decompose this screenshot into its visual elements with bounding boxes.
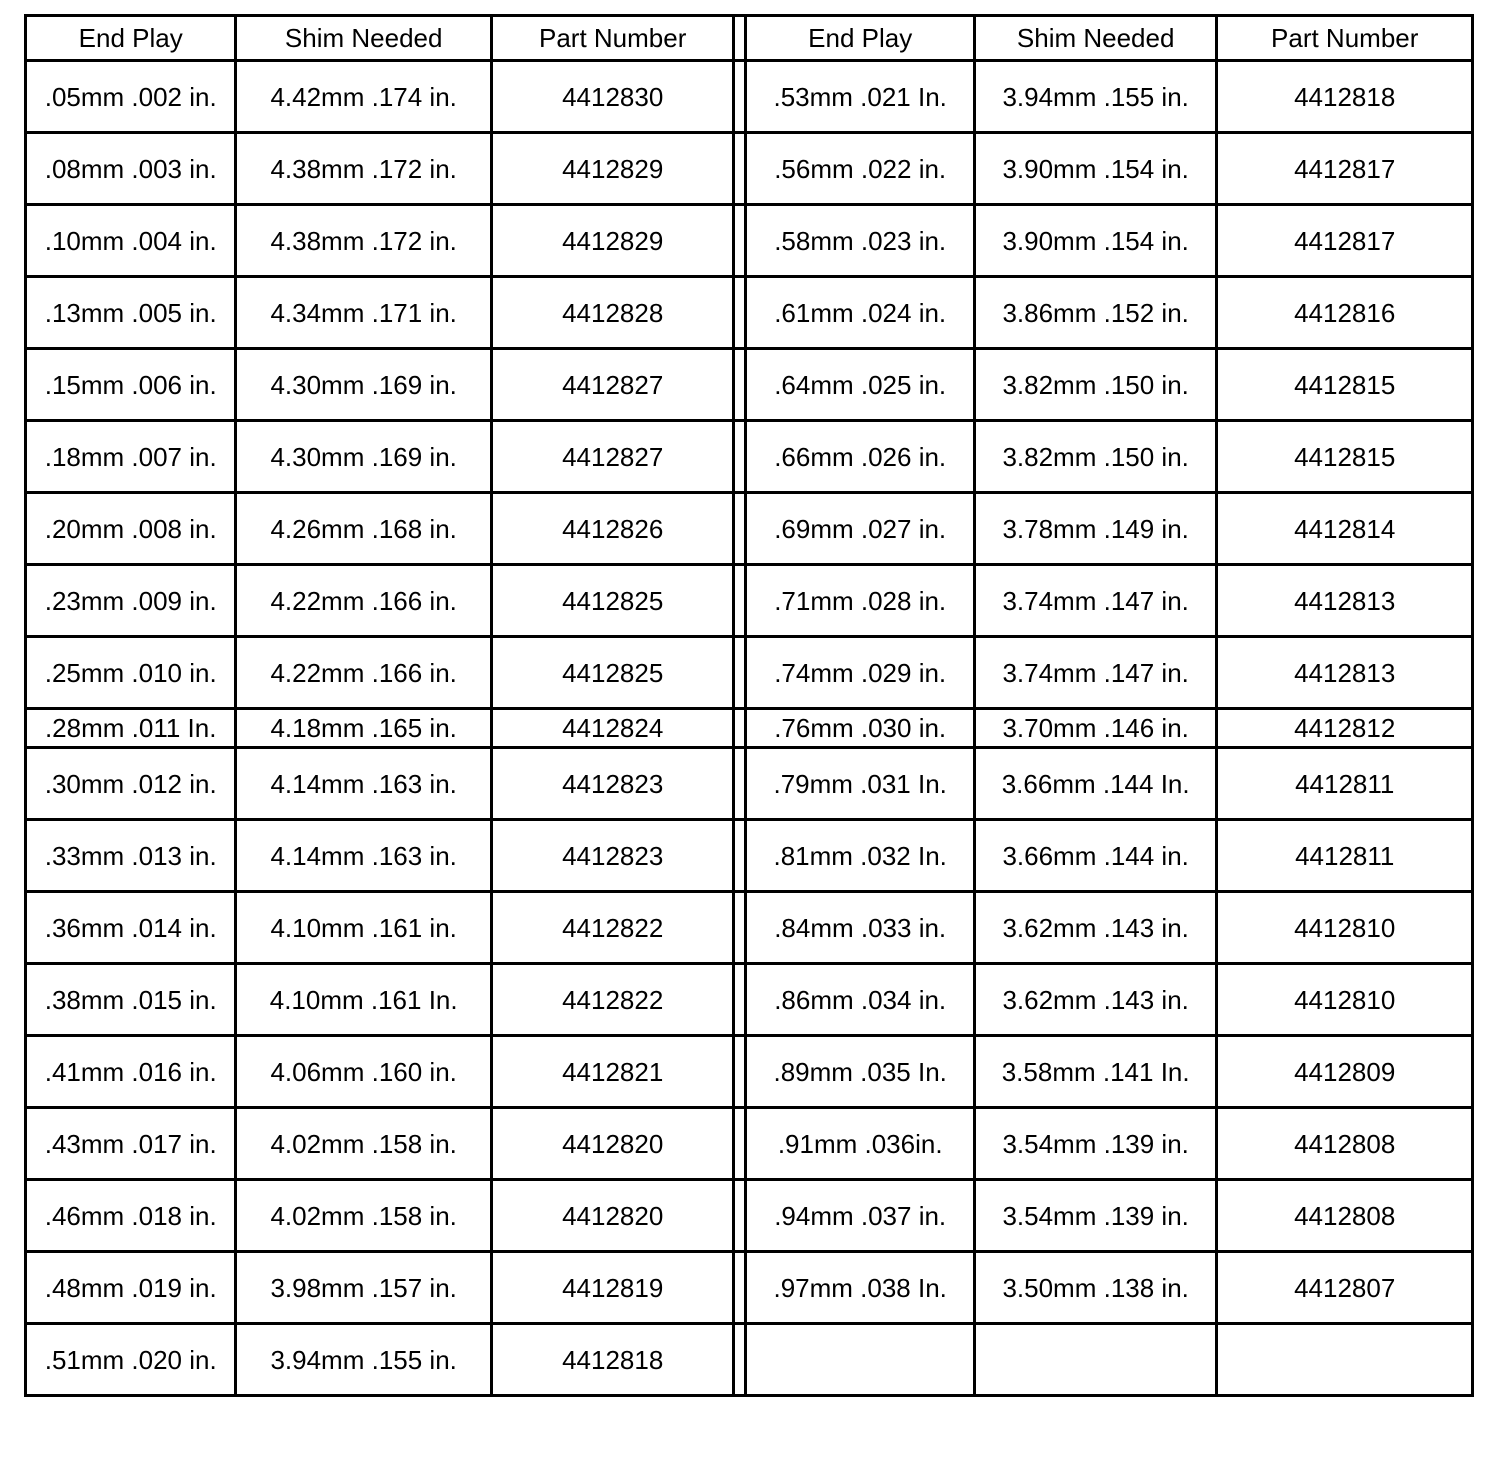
shim-needed-cell-right: 3.90mm .154 in.: [974, 133, 1217, 205]
shim-needed-cell-right: 3.74mm .147 in.: [974, 637, 1217, 709]
table-row: [26, 493, 1473, 565]
part-number-cell: 4412827: [491, 349, 734, 421]
shim-needed-cell-right: 3.82mm .150 in.: [974, 349, 1217, 421]
part-number-cell: 4412825: [491, 637, 734, 709]
shim-needed-cell: 4.30mm .169 in.: [236, 349, 492, 421]
table-row: [26, 1108, 1473, 1180]
shim-selection-table: [24, 14, 1474, 1397]
end-play-cell: .28mm .011 In.: [26, 709, 236, 748]
end-play-cell-right: .94mm .037 in.: [746, 1180, 974, 1252]
column-divider: [734, 820, 746, 892]
column-divider: [734, 1324, 746, 1396]
table-row: [26, 1324, 1473, 1396]
column-divider: [734, 16, 746, 61]
part-number-cell-right: 4412810: [1217, 964, 1473, 1036]
header-shim-needed-right: Shim Needed: [974, 16, 1217, 61]
shim-needed-cell-right: 3.90mm .154 in.: [974, 205, 1217, 277]
part-number-cell: 4412820: [491, 1180, 734, 1252]
part-number-cell-right: 4412810: [1217, 892, 1473, 964]
part-number-cell: 4412825: [491, 565, 734, 637]
shim-needed-cell: 4.02mm .158 in.: [236, 1180, 492, 1252]
end-play-cell-right: .81mm .032 In.: [746, 820, 974, 892]
shim-needed-cell-right: 3.54mm .139 in.: [974, 1108, 1217, 1180]
shim-needed-cell-right: 3.74mm .147 in.: [974, 565, 1217, 637]
part-number-cell-right: 4412808: [1217, 1180, 1473, 1252]
part-number-cell: 4412822: [491, 964, 734, 1036]
part-number-cell-right: 4412817: [1217, 133, 1473, 205]
end-play-cell: .05mm .002 in.: [26, 61, 236, 133]
part-number-cell-right: [1217, 1324, 1473, 1396]
part-number-cell: 4412824: [491, 709, 734, 748]
header-part-number-right: Part Number: [1217, 16, 1473, 61]
shim-needed-cell-right: 3.94mm .155 in.: [974, 61, 1217, 133]
column-divider: [734, 421, 746, 493]
part-number-cell-right: 4412813: [1217, 565, 1473, 637]
part-number-cell: 4412829: [491, 205, 734, 277]
end-play-cell-right: .56mm .022 in.: [746, 133, 974, 205]
part-number-cell: 4412830: [491, 61, 734, 133]
end-play-cell: .48mm .019 in.: [26, 1252, 236, 1324]
shim-needed-cell-right: 3.66mm .144 in.: [974, 820, 1217, 892]
shim-needed-cell-right: 3.78mm .149 in.: [974, 493, 1217, 565]
shim-needed-cell-right: 3.50mm .138 in.: [974, 1252, 1217, 1324]
end-play-cell: .20mm .008 in.: [26, 493, 236, 565]
shim-needed-cell: 4.42mm .174 in.: [236, 61, 492, 133]
end-play-cell-right: .91mm .036in.: [746, 1108, 974, 1180]
part-number-cell-right: 4412817: [1217, 205, 1473, 277]
table-row: [26, 820, 1473, 892]
part-number-cell: 4412828: [491, 277, 734, 349]
table-row: [26, 133, 1473, 205]
shim-needed-cell-right: 3.58mm .141 In.: [974, 1036, 1217, 1108]
end-play-cell: .36mm .014 in.: [26, 892, 236, 964]
shim-needed-cell: 4.22mm .166 in.: [236, 637, 492, 709]
end-play-cell: .15mm .006 in.: [26, 349, 236, 421]
end-play-cell: .38mm .015 in.: [26, 964, 236, 1036]
shim-needed-cell: 4.02mm .158 in.: [236, 1108, 492, 1180]
shim-needed-cell: 4.34mm .171 in.: [236, 277, 492, 349]
part-number-cell: 4412820: [491, 1108, 734, 1180]
table-row: [26, 1180, 1473, 1252]
end-play-cell: .23mm .009 in.: [26, 565, 236, 637]
part-number-cell: 4412827: [491, 421, 734, 493]
column-divider: [734, 277, 746, 349]
column-divider: [734, 1108, 746, 1180]
column-divider: [734, 637, 746, 709]
column-divider: [734, 709, 746, 748]
end-play-cell-right: .58mm .023 in.: [746, 205, 974, 277]
part-number-cell-right: 4412813: [1217, 637, 1473, 709]
end-play-cell: .51mm .020 in.: [26, 1324, 236, 1396]
part-number-cell-right: 4412812: [1217, 709, 1473, 748]
part-number-cell-right: 4412816: [1217, 277, 1473, 349]
end-play-cell: .18mm .007 in.: [26, 421, 236, 493]
column-divider: [734, 748, 746, 820]
part-number-cell-right: 4412815: [1217, 349, 1473, 421]
part-number-cell-right: 4412811: [1217, 820, 1473, 892]
end-play-cell: .25mm .010 in.: [26, 637, 236, 709]
end-play-cell: .33mm .013 in.: [26, 820, 236, 892]
header-end-play: End Play: [26, 16, 236, 61]
end-play-cell: .41mm .016 in.: [26, 1036, 236, 1108]
shim-needed-cell-right: 3.70mm .146 in.: [974, 709, 1217, 748]
end-play-cell: .46mm .018 in.: [26, 1180, 236, 1252]
table-row: [26, 421, 1473, 493]
end-play-cell-right: .84mm .033 in.: [746, 892, 974, 964]
part-number-cell: 4412818: [491, 1324, 734, 1396]
end-play-cell-right: .89mm .035 In.: [746, 1036, 974, 1108]
table-row: [26, 1036, 1473, 1108]
column-divider: [734, 1036, 746, 1108]
table-row: [26, 349, 1473, 421]
table-row: [26, 892, 1473, 964]
table-row: [26, 637, 1473, 709]
shim-needed-cell-right: 3.62mm .143 in.: [974, 892, 1217, 964]
part-number-cell: 4412826: [491, 493, 734, 565]
shim-needed-cell: 4.10mm .161 in.: [236, 892, 492, 964]
table-row: [26, 1252, 1473, 1324]
end-play-cell-right: .79mm .031 In.: [746, 748, 974, 820]
shim-needed-cell: 4.14mm .163 in.: [236, 820, 492, 892]
shim-needed-cell: 4.30mm .169 in.: [236, 421, 492, 493]
shim-table-container: [24, 14, 1474, 1397]
shim-needed-cell: 4.06mm .160 in.: [236, 1036, 492, 1108]
table-row: [26, 964, 1473, 1036]
part-number-cell: 4412829: [491, 133, 734, 205]
table-row: [26, 565, 1473, 637]
shim-needed-cell-right: [974, 1324, 1217, 1396]
table-row: [26, 277, 1473, 349]
part-number-cell-right: 4412814: [1217, 493, 1473, 565]
end-play-cell-right: .66mm .026 in.: [746, 421, 974, 493]
part-number-cell-right: 4412809: [1217, 1036, 1473, 1108]
part-number-cell-right: 4412808: [1217, 1108, 1473, 1180]
end-play-cell-right: .71mm .028 in.: [746, 565, 974, 637]
shim-needed-cell: 4.18mm .165 in.: [236, 709, 492, 748]
table-row: [26, 748, 1473, 820]
header-end-play-right: End Play: [746, 16, 974, 61]
shim-needed-cell: 4.14mm .163 in.: [236, 748, 492, 820]
table-body: [26, 61, 1473, 1396]
end-play-cell-right: [746, 1324, 974, 1396]
end-play-cell: .13mm .005 in.: [26, 277, 236, 349]
end-play-cell: .43mm .017 in.: [26, 1108, 236, 1180]
column-divider: [734, 133, 746, 205]
part-number-cell: 4412823: [491, 748, 734, 820]
shim-needed-cell: 3.94mm .155 in.: [236, 1324, 492, 1396]
shim-needed-cell: 4.26mm .168 in.: [236, 493, 492, 565]
shim-needed-cell: 4.38mm .172 in.: [236, 133, 492, 205]
header-shim-needed: Shim Needed: [236, 16, 492, 61]
shim-needed-cell-right: 3.54mm .139 in.: [974, 1180, 1217, 1252]
part-number-cell-right: 4412815: [1217, 421, 1473, 493]
end-play-cell-right: .74mm .029 in.: [746, 637, 974, 709]
end-play-cell-right: .69mm .027 in.: [746, 493, 974, 565]
column-divider: [734, 565, 746, 637]
end-play-cell: .30mm .012 in.: [26, 748, 236, 820]
shim-needed-cell-right: 3.66mm .144 In.: [974, 748, 1217, 820]
end-play-cell-right: .53mm .021 In.: [746, 61, 974, 133]
part-number-cell: 4412821: [491, 1036, 734, 1108]
header-part-number: Part Number: [491, 16, 734, 61]
shim-needed-cell-right: 3.86mm .152 in.: [974, 277, 1217, 349]
end-play-cell-right: .64mm .025 in.: [746, 349, 974, 421]
column-divider: [734, 892, 746, 964]
column-divider: [734, 1252, 746, 1324]
end-play-cell-right: .61mm .024 in.: [746, 277, 974, 349]
column-divider: [734, 1180, 746, 1252]
part-number-cell-right: 4412811: [1217, 748, 1473, 820]
column-divider: [734, 61, 746, 133]
end-play-cell-right: .97mm .038 In.: [746, 1252, 974, 1324]
table-row: [26, 709, 1473, 748]
end-play-cell: .08mm .003 in.: [26, 133, 236, 205]
part-number-cell-right: 4412818: [1217, 61, 1473, 133]
shim-needed-cell: 4.22mm .166 in.: [236, 565, 492, 637]
table-row: [26, 205, 1473, 277]
header-row: [26, 16, 1473, 61]
part-number-cell-right: 4412807: [1217, 1252, 1473, 1324]
table-row: [26, 61, 1473, 133]
column-divider: [734, 493, 746, 565]
column-divider: [734, 964, 746, 1036]
part-number-cell: 4412819: [491, 1252, 734, 1324]
part-number-cell: 4412822: [491, 892, 734, 964]
column-divider: [734, 205, 746, 277]
shim-needed-cell-right: 3.62mm .143 in.: [974, 964, 1217, 1036]
part-number-cell: 4412823: [491, 820, 734, 892]
end-play-cell-right: .76mm .030 in.: [746, 709, 974, 748]
shim-needed-cell: 4.10mm .161 In.: [236, 964, 492, 1036]
shim-needed-cell: 4.38mm .172 in.: [236, 205, 492, 277]
column-divider: [734, 349, 746, 421]
end-play-cell: .10mm .004 in.: [26, 205, 236, 277]
shim-needed-cell: 3.98mm .157 in.: [236, 1252, 492, 1324]
shim-needed-cell-right: 3.82mm .150 in.: [974, 421, 1217, 493]
end-play-cell-right: .86mm .034 in.: [746, 964, 974, 1036]
